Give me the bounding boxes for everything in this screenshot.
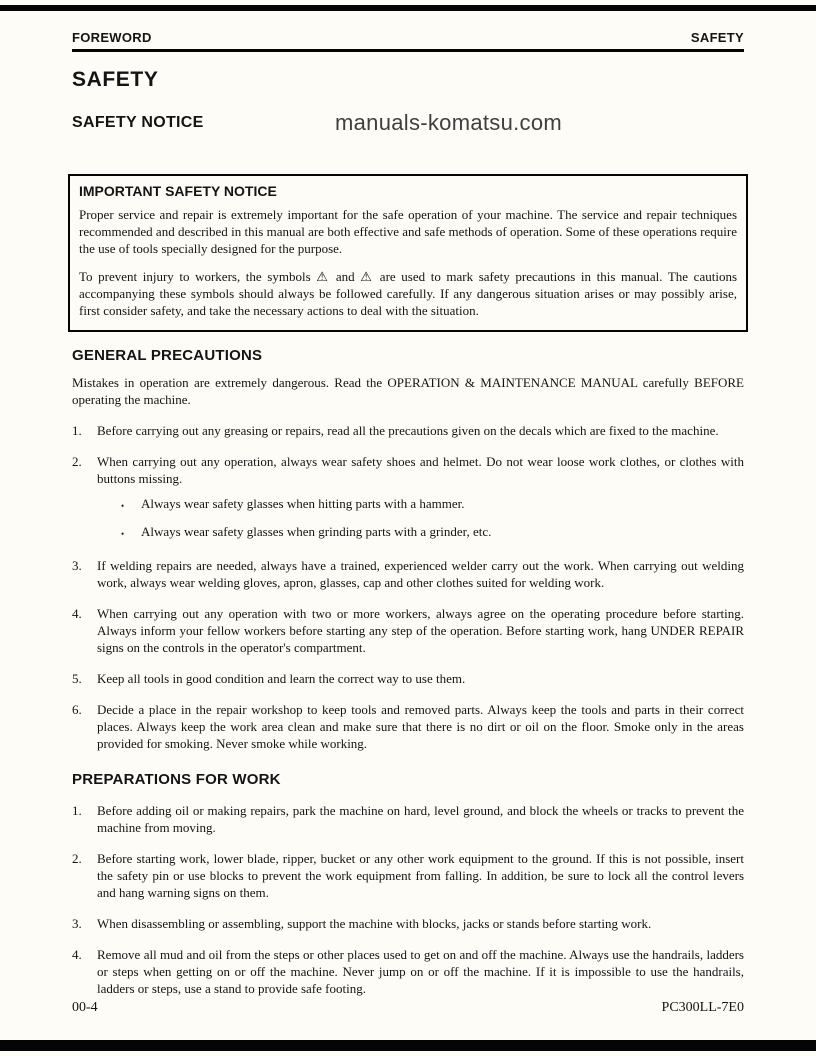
header-rule bbox=[72, 49, 744, 52]
list-item-number: 1. bbox=[72, 803, 82, 818]
list-item bbox=[72, 670, 744, 687]
bullet-icon: • bbox=[121, 529, 125, 539]
watermark: manuals-komatsu.com bbox=[335, 110, 562, 135]
page-footer bbox=[72, 1000, 744, 1016]
list-item-text: When disassembling or assembling, support the machine with blocks, jacks or stands before starting work. bbox=[97, 916, 652, 931]
list-item bbox=[72, 915, 744, 932]
running-header bbox=[72, 30, 744, 45]
list-item-text: When carrying out any operation, always wear safety shoes and helmet. Do not wear loose work clothes, or clothes with buttons missing. bbox=[97, 454, 744, 486]
notice-paragraph: Proper service and repair is extremely important for the safe operation of your machine. The service and repair techniques recommended and described in this manual are both effective and safe methods of operation. Some of these operations require the use of tools specially designed for the purpose. bbox=[79, 207, 737, 256]
list-item-text: If welding repairs are needed, always have a trained, experienced welder carry out the work. When carrying out welding work, always wear welding gloves, apron, glasses, cap and other clothes suited for welding work. bbox=[97, 558, 744, 590]
sub-list-item-text: Always wear safety glasses when hitting parts with a hammer. bbox=[141, 496, 465, 511]
list-item-number: 6. bbox=[72, 702, 82, 717]
bullet-icon: • bbox=[121, 501, 125, 511]
notice-box-title: IMPORTANT SAFETY NOTICE bbox=[79, 183, 277, 199]
running-header-left: FOREWORD bbox=[72, 30, 152, 45]
list-item bbox=[72, 701, 744, 752]
list-item-number: 4. bbox=[72, 606, 82, 621]
list-item-number: 1. bbox=[72, 423, 82, 438]
list-item-number: 4. bbox=[72, 947, 82, 962]
page-title: SAFETY bbox=[72, 68, 159, 91]
notice-paragraph: To prevent injury to workers, the symbols ⚠ and ⚠ are used to mark safety precautions in this manual. The cautions accompanying these symbols should always be followed carefully. If any dangerous situation arises or may possibly arise, first consider safety, and take the necessary actions to deal with the situation. bbox=[79, 269, 737, 318]
list-item-text: Before carrying out any greasing or repairs, read all the precautions given on the decals which are fixed to the machine. bbox=[97, 423, 719, 438]
section-heading-general-precautions: GENERAL PRECAUTIONS bbox=[72, 347, 263, 364]
list-item-text: Before starting work, lower blade, ripper, bucket or any other work equipment to the ground. If this is not possible, insert the safety pin or use blocks to prevent the work equipment from falling. In addition, be sure to lock all the control levers and hang warning signs on them. bbox=[97, 851, 744, 900]
list-item bbox=[72, 802, 744, 836]
footer-page-number: 00-4 bbox=[72, 1000, 98, 1015]
list-item-text: When carrying out any operation with two or more workers, always agree on the operating procedure before starting. Always inform your fellow workers before starting any step of the operation. Before starting work, hang UNDER REPAIR signs on the controls in the operator's compartment. bbox=[97, 606, 744, 655]
bottom-edge-bar bbox=[0, 1040, 816, 1051]
list-item-number: 2. bbox=[72, 851, 82, 866]
list-item-number: 5. bbox=[72, 671, 82, 686]
list-item bbox=[72, 422, 744, 439]
important-safety-notice-box bbox=[68, 174, 748, 332]
running-header-right: SAFETY bbox=[690, 30, 744, 45]
top-edge-bar bbox=[0, 5, 816, 11]
list-item-text: Keep all tools in good condition and learn the correct way to use them. bbox=[97, 671, 466, 686]
list-item-text: Before adding oil or making repairs, park the machine on hard, level ground, and block the wheels or tracks to prevent the machine from moving. bbox=[97, 803, 744, 835]
list-item-body bbox=[97, 453, 744, 543]
list-item-number: 3. bbox=[72, 916, 82, 931]
list-item-number: 2. bbox=[72, 454, 82, 469]
list-item bbox=[72, 605, 744, 656]
sub-list-item bbox=[97, 523, 744, 543]
list-item-text: Decide a place in the repair workshop to keep tools and removed parts. Always keep the tools and parts in their correct places. Always keep the work area clean and make sure that there is no dirt or oil on the floor. Smoke only in the areas provided for smoking. Never smoke while working. bbox=[97, 702, 744, 751]
sub-list-item-text: Always wear safety glasses when grinding parts with a grinder, etc. bbox=[141, 524, 492, 539]
page-content bbox=[72, 30, 744, 997]
section-heading-preparations-for-work: PREPARATIONS FOR WORK bbox=[72, 771, 281, 788]
list-item-number: 3. bbox=[72, 558, 82, 573]
sub-list-item bbox=[97, 495, 744, 515]
subtitle-row bbox=[72, 110, 744, 142]
list-item bbox=[72, 946, 744, 997]
section-subtitle: SAFETY NOTICE bbox=[72, 114, 204, 131]
list-item bbox=[72, 557, 744, 591]
section-intro: Mistakes in operation are extremely dangerous. Read the OPERATION & MAINTENANCE MANUAL carefully BEFORE operating the machine. bbox=[72, 375, 744, 407]
list-item-text: Remove all mud and oil from the steps or other places used to get on and off the machine. Always use the handrails, ladders or steps when getting on or off the machine. Never jump on or off the machine. If it is impossible to use the handrails, ladders or steps, use a stand to provide safe footing. bbox=[97, 947, 744, 996]
list-item bbox=[72, 453, 744, 543]
footer-model-number: PC300LL-7E0 bbox=[661, 1000, 744, 1015]
list-item bbox=[72, 850, 744, 901]
